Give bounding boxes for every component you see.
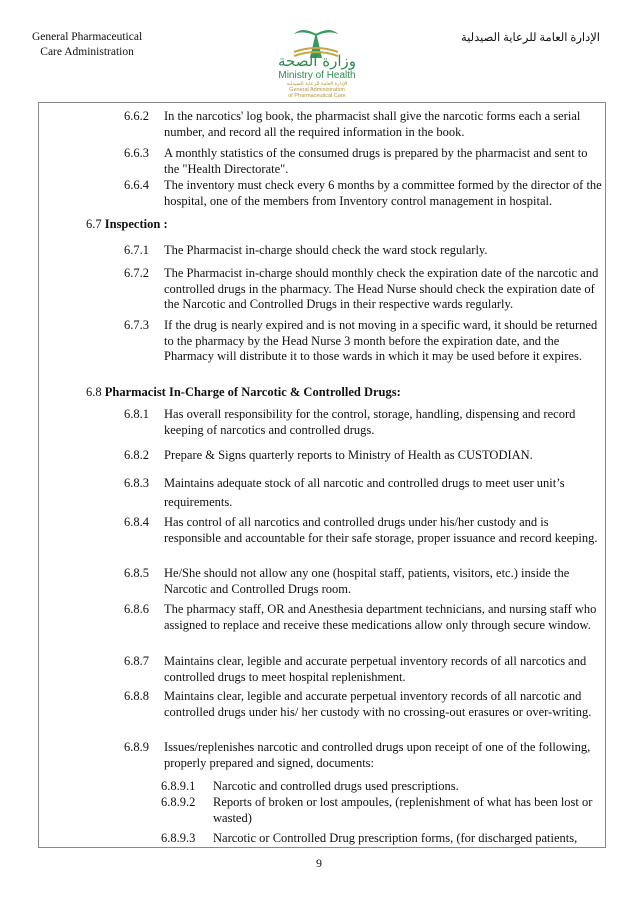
- subitem-number: 6.8.9.2: [161, 795, 196, 809]
- subitem-6-8-9-1: [161, 779, 601, 795]
- item-6-8-6: [124, 602, 602, 633]
- item-6-6-4: [124, 178, 602, 209]
- subitem-6-8-9-3: [161, 831, 601, 847]
- item-text: He/She should not allow any one (hospital staff, patients, visitors, etc.) inside the Narcotic and Controlled Drugs room.: [164, 566, 570, 596]
- item-number: 6.8.6: [124, 602, 149, 616]
- logo-english-text: Ministry of Health: [278, 70, 356, 81]
- item-number: 6.7.2: [124, 266, 149, 280]
- item-number: 6.6.4: [124, 178, 149, 192]
- item-6-8-4: [124, 515, 602, 546]
- ministry-of-health-logo: [258, 22, 376, 98]
- item-text: The Pharmacist in-charge should check the ward stock regularly.: [164, 243, 488, 257]
- section-number: 6.7: [86, 217, 102, 231]
- item-text: Maintains adequate stock of all narcotic and controlled drugs to meet user unit’s requirements.: [164, 476, 565, 509]
- header-left: [32, 30, 142, 60]
- section-6-7-heading: [86, 217, 168, 232]
- item-text: In the narcotics' log book, the pharmacist shall give the narcotic forms each a serial number, and record all the required information in the book.: [164, 109, 581, 139]
- subitem-number: 6.8.9.3: [161, 831, 196, 845]
- item-6-8-5: [124, 566, 602, 597]
- section-title: Pharmacist In-Charge of Narcotic & Controlled Drugs:: [104, 385, 401, 399]
- item-number: 6.8.4: [124, 515, 149, 529]
- item-text: Issues/replenishes narcotic and controlled drugs upon receipt of one of the following, properly prepared and signed, documents:: [164, 740, 591, 770]
- item-number: 6.8.5: [124, 566, 149, 580]
- item-text: If the drug is nearly expired and is not moving in a specific ward, it should be returned to the pharmacy by the Head Nurse 3 month before the expiration date, and the Pharmacy will distribute it to those wards in which it may be used before it expires.: [164, 318, 598, 363]
- item-6-8-2: [124, 448, 602, 464]
- item-6-7-3: [124, 318, 602, 365]
- item-6-7-2: [124, 266, 602, 313]
- header-left-line1: General Pharmaceutical: [32, 31, 143, 43]
- item-text: Maintains clear, legible and accurate perpetual inventory records of all narcotic and controlled drugs under his/ her custody with no crossing-out erasures or over-writing.: [164, 689, 592, 719]
- item-6-8-3: [124, 474, 602, 512]
- item-6-8-1: [124, 407, 602, 438]
- subitem-text: Narcotic and controlled drugs used prescriptions.: [213, 779, 459, 793]
- subitem-text: Reports of broken or lost ampoules, (replenishment of what has been lost or wasted): [213, 795, 593, 825]
- item-6-8-8: [124, 689, 602, 720]
- subitem-text: Narcotic or Controlled Drug prescription forms, (for discharged patients,: [213, 831, 578, 845]
- item-number: 6.6.3: [124, 146, 149, 160]
- item-number: 6.7.1: [124, 243, 149, 257]
- item-text: The pharmacy staff, OR and Anesthesia department technicians, and nursing staff who assigned to replace and receive these medications allow only through secure window.: [164, 602, 597, 632]
- item-6-8-7: [124, 654, 602, 685]
- item-number: 6.8.1: [124, 407, 149, 421]
- item-text: Prepare & Signs quarterly reports to Ministry of Health as CUSTODIAN.: [164, 448, 533, 462]
- item-text: Maintains clear, legible and accurate perpetual inventory records of all narcotics and controlled drugs to meet hospital replenishment.: [164, 654, 587, 684]
- page-number: 9: [316, 856, 322, 870]
- subitem-6-8-9-2: [161, 795, 601, 826]
- item-number: 6.8.2: [124, 448, 149, 462]
- item-number: 6.8.3: [124, 476, 149, 490]
- item-text: The Pharmacist in-charge should monthly check the expiration date of the narcotic and controlled drugs in the pharmacy. The Head Nurse should check the expiration date of the Narcotic and Controlled Drugs in their respective wards regularly.: [164, 266, 599, 311]
- logo-sub-en2: of Pharmaceutical Care: [288, 93, 346, 99]
- item-number: 6.6.2: [124, 109, 149, 123]
- section-6-8-heading: [86, 385, 401, 400]
- item-6-6-3: [124, 146, 602, 177]
- item-text: Has control of all narcotics and controlled drugs under his/her custody and is responsible and accountable for their safe storage, proper issuance and record keeping.: [164, 515, 598, 545]
- section-title: Inspection :: [104, 217, 168, 231]
- logo-arabic-text: وزارة الصحة: [278, 52, 356, 70]
- section-number: 6.8: [86, 385, 102, 399]
- item-text: The inventory must check every 6 months by a committee formed by the director of the hospital, one of the members from Inventory control management in hospital.: [164, 178, 602, 208]
- header-right-arabic: الإدارة العامة للرعاية الصيدلية: [460, 32, 600, 44]
- item-number: 6.8.7: [124, 654, 149, 668]
- header-left-line2: Care Administration: [40, 46, 134, 58]
- item-text: Has overall responsibility for the control, storage, handling, dispensing and record keeping of narcotics and controlled drugs.: [164, 407, 576, 437]
- item-number: 6.8.9: [124, 740, 149, 754]
- item-number: 6.7.3: [124, 318, 149, 332]
- item-6-8-9: [124, 740, 602, 771]
- logo-sub-arabic: الإدارة العامة للرعاية الصيدلية: [286, 81, 348, 87]
- item-6-6-2: [124, 109, 602, 140]
- logo-sub-en1: General Administration: [289, 87, 345, 93]
- item-number: 6.8.8: [124, 689, 149, 703]
- item-text: A monthly statistics of the consumed drugs is prepared by the pharmacist and sent to the "Health Directorate".: [164, 146, 588, 176]
- item-6-7-1: [124, 243, 602, 259]
- subitem-number: 6.8.9.1: [161, 779, 196, 793]
